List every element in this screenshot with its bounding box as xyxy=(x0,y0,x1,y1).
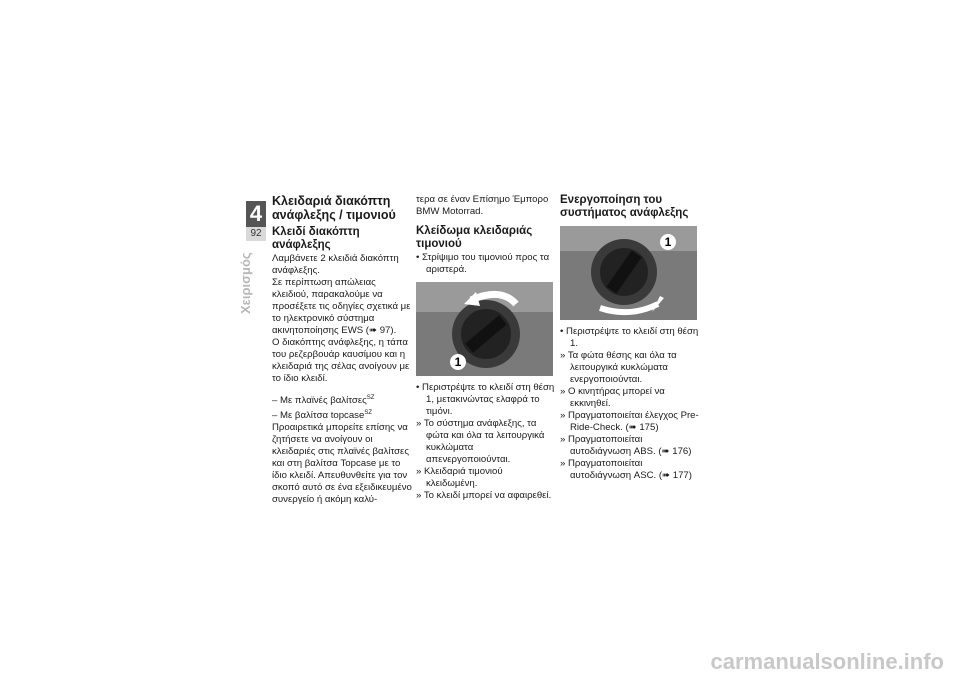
result-item: » Ο κινητήρας μπορεί να εκκινηθεί. xyxy=(560,386,665,409)
result-item: » Κλειδαριά τιμονιού κλειδωμένη. xyxy=(416,466,503,489)
chapter-tab xyxy=(246,201,266,241)
result-item: » Τα φώτα θέσης και όλα τα λειτουργικά κυκλώματα ενεργοποιούνται. xyxy=(560,350,677,385)
watermark: carmanualsonline.info xyxy=(710,649,944,674)
subheading-steering-lock: Κλείδωμα κλειδαριάς τιμονιού xyxy=(416,225,533,250)
steering-lock-photo xyxy=(416,282,553,376)
ignition-lock-illustration xyxy=(416,282,553,376)
option-item: – Με πλαϊνές βαλίτσες$^{SZ}$ xyxy=(272,395,375,407)
page-heading: Κλειδαριά διακόπτη ανάφλεξης / τιμονιού xyxy=(272,194,396,222)
subheading-ignition-on: Ενεργοποίηση του συστήματος ανάφλεξης xyxy=(560,194,689,219)
paragraph: Σε περίπτωση απώλειας κλειδιού, παρακαλούμε να προσέξετε τις οδηγίες σχετικά με το ηλεκτρονικό σύστημα ακινητοποίησης EWS (➠ 97). xyxy=(272,277,411,336)
ignition-lock-illustration xyxy=(560,226,697,320)
step-item: • Στρίψιμο του τιμονιού προς τα αριστερά. xyxy=(416,252,550,275)
column-3 xyxy=(560,194,700,482)
page-number: 92 xyxy=(246,227,266,241)
paragraph: Προαιρετικά μπορείτε επίσης να ζητήσετε να ανοίγουν οι κλειδαριές στις πλαϊνές βαλίτσες και στη βαλίτσα Topcase με το ίδιο κλειδί. Απευθυνθείτε για τον σκοπό αυτό σε ένα εξειδικευμένο συνεργείο ή ακόμη καλύ- xyxy=(272,422,412,506)
result-item: » Το σύστημα ανάφλεξης, τα φώτα και όλα τα λειτουργικά κυκλώματα απενεργοποιούνται. xyxy=(416,418,545,465)
result-item: » Πραγματοποιείται έλεγχος Pre-Ride-Check. (➠ 175) xyxy=(560,410,699,433)
position-label: 1 xyxy=(450,354,466,370)
column-1 xyxy=(272,194,412,506)
paragraph: Ο διακόπτης ανάφλεξης, η τάπα του ρεζερβουάρ καυσίμου και η κλειδαριά της σέλας ανοίγουν με το ίδιο κλειδί. xyxy=(272,337,410,384)
subheading-ignition-key: Κλειδί διακόπτη ανάφλεξης xyxy=(272,226,360,251)
result-item: » Το κλειδί μπορεί να αφαιρεθεί. xyxy=(416,490,552,501)
section-title-vertical: Χειρισμός xyxy=(238,252,253,314)
paragraph-continued: τερα σε έναν Επίσημο Έμπορο BMW Motorrad. xyxy=(416,194,549,217)
result-item: » Πραγματοποιείται αυτοδιάγνωση ABS. (➠ 176) xyxy=(560,434,692,457)
position-label: 1 xyxy=(660,234,676,250)
column-2 xyxy=(416,194,556,502)
result-item: » Πραγματοποιείται αυτοδιάγνωση ASC. (➠ 177) xyxy=(560,458,692,481)
ignition-on-photo xyxy=(560,226,697,320)
option-item: – Με βαλίτσα topcase$^{SZ}$ xyxy=(272,410,372,422)
chapter-number: 4 xyxy=(246,201,266,227)
step-item: • Περιστρέψτε το κλειδί στη θέση 1. xyxy=(560,326,699,349)
paragraph: Λαμβάνετε 2 κλειδιά διακόπτη ανάφλεξης. xyxy=(272,253,399,276)
step-item: • Περιστρέψτε το κλειδί στη θέση 1, μετακινώντας ελαφρά το τιμόνι. xyxy=(416,382,555,417)
